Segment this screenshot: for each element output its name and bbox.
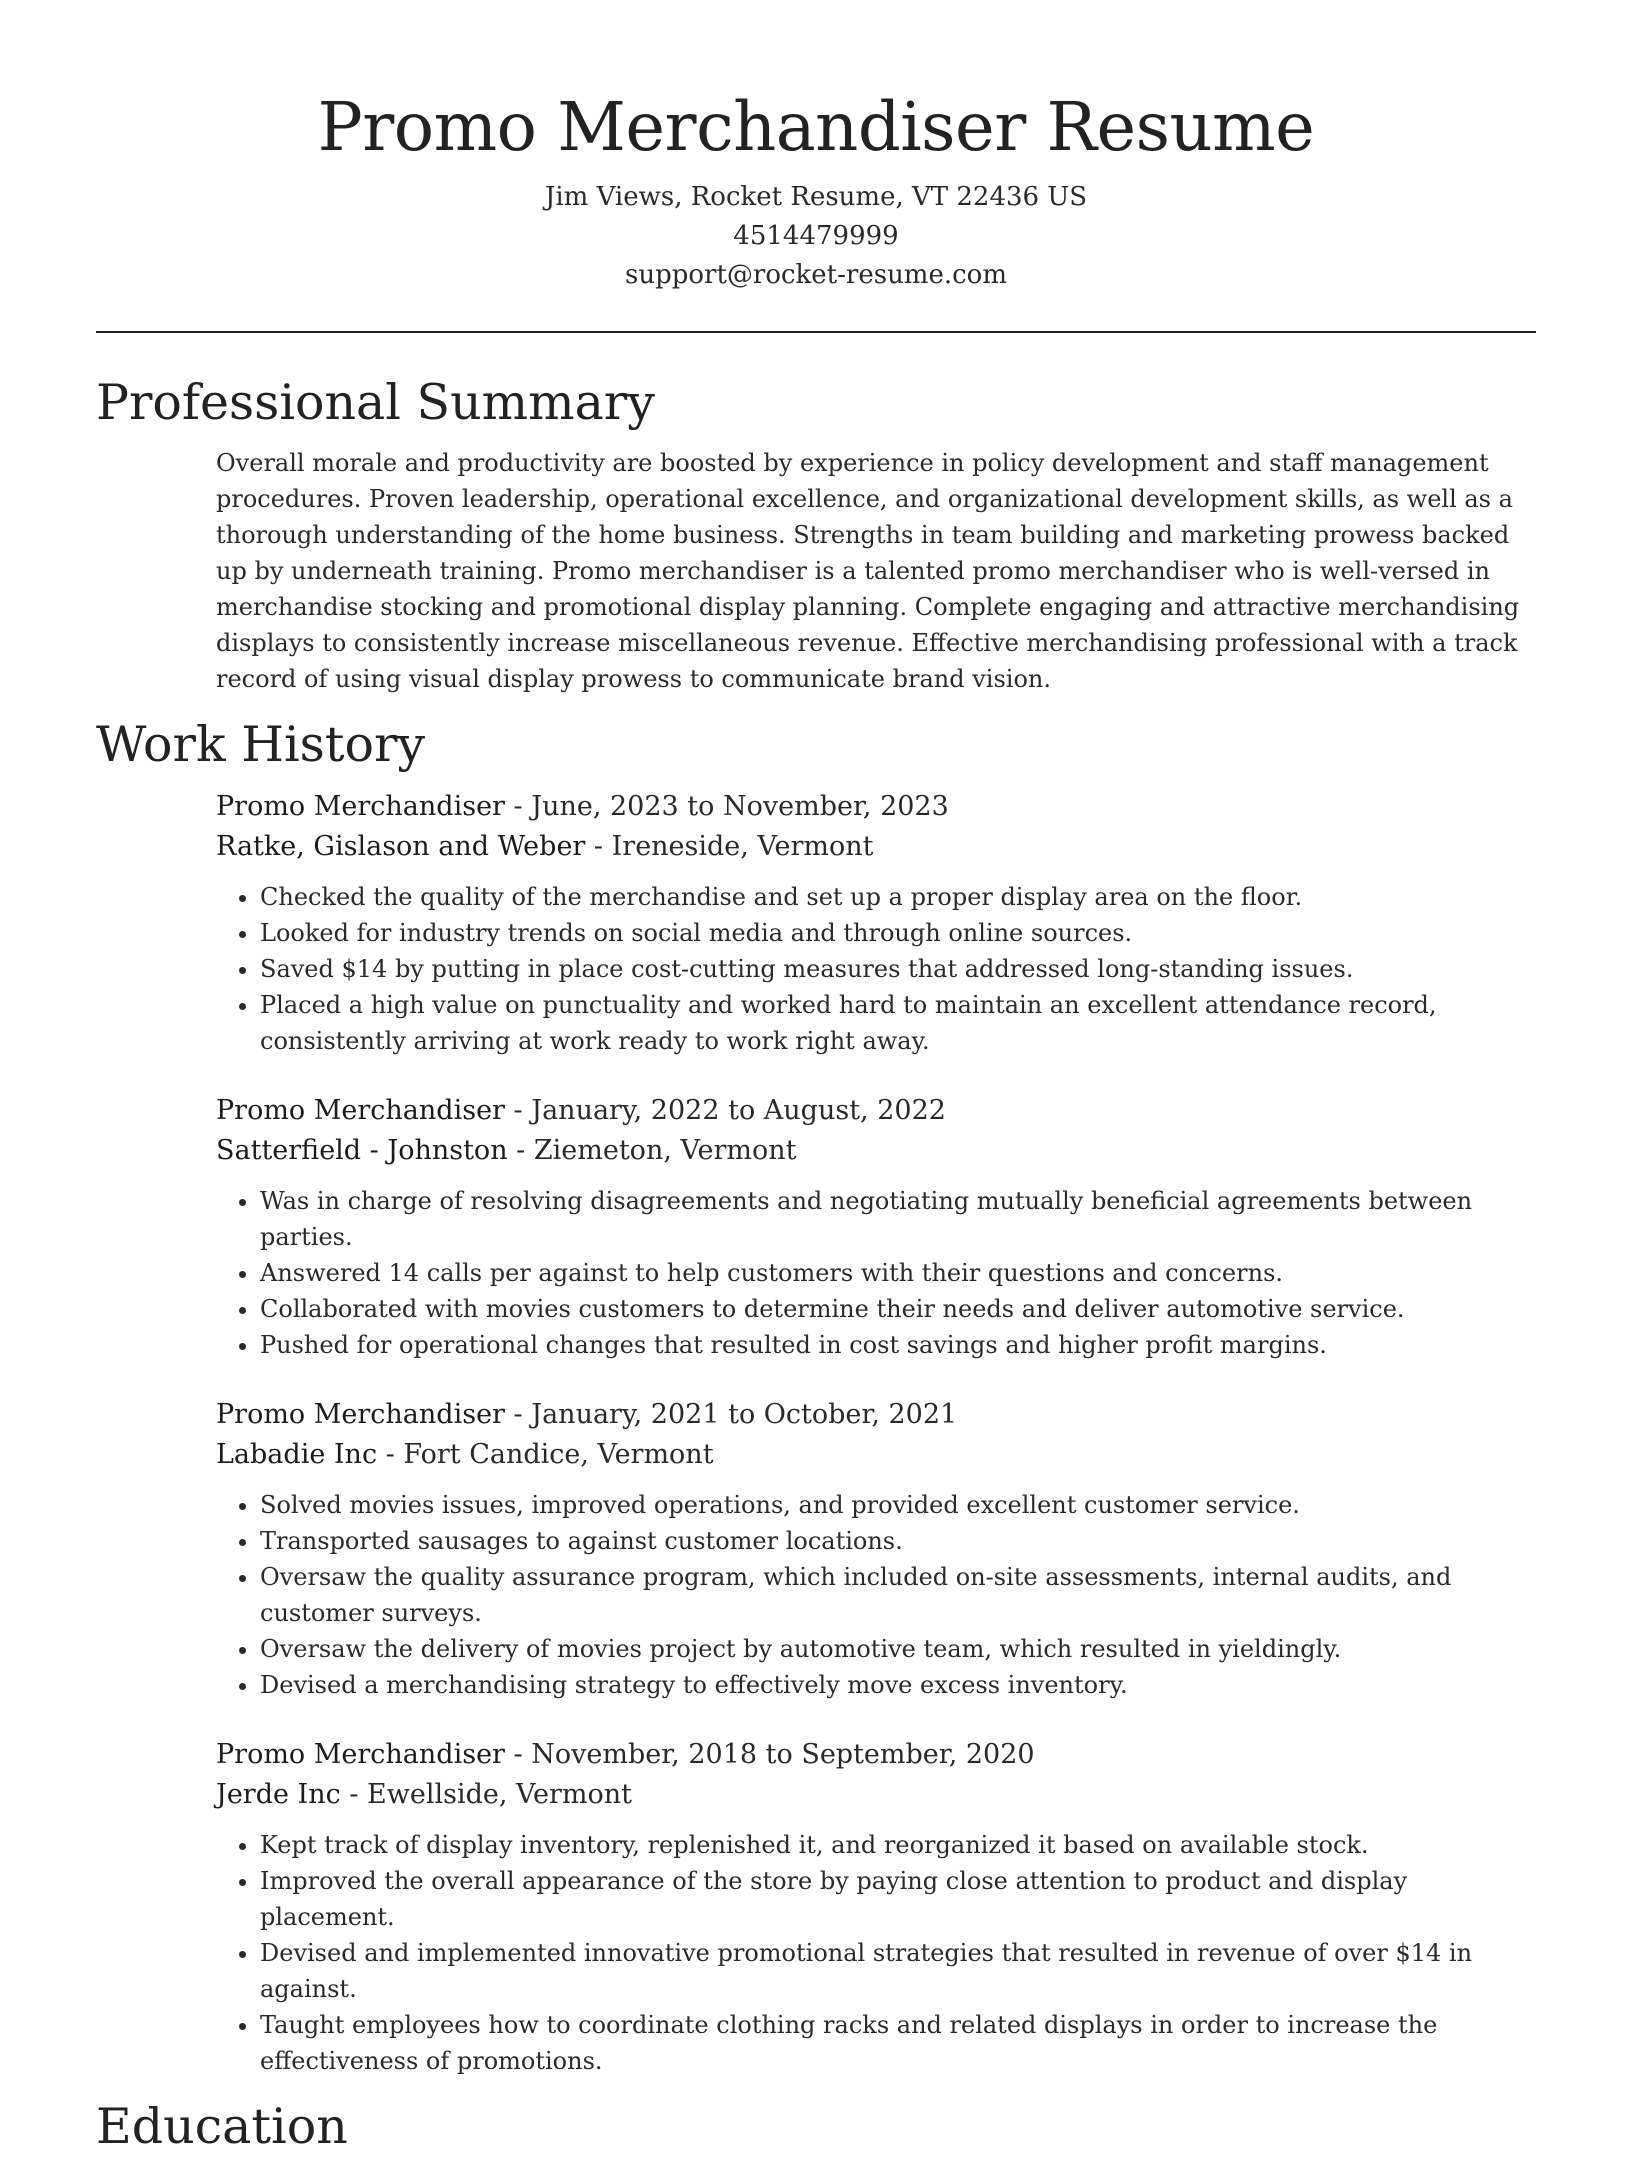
contact-address: Jim Views, Rocket Resume, VT 22436 US: [544, 182, 1088, 212]
resume-page: [96, 0, 1536, 2157]
job-bullet: • Saved $14 by putting in place cost-cutting measures that addressed long-standing issues.: [260, 951, 1536, 987]
job-entry: [216, 1735, 1536, 2079]
job-bullets: [216, 1827, 1536, 2079]
summary-section: [96, 373, 1536, 697]
job-bullet: • Taught employees how to coordinate clothing racks and related displays in order to increase the effectiveness of promotions.: [260, 2007, 1536, 2079]
job-bullet: • Was in charge of resolving disagreements and negotiating mutually beneficial agreements between parties.: [260, 1183, 1536, 1255]
company-name: Labadie Inc: [216, 1439, 378, 1470]
company-name: Ratke, Gislason and Weber: [216, 831, 586, 862]
resume-title: Promo Merchandiser Resume: [317, 88, 1315, 166]
company-line: [216, 1775, 1536, 1815]
job-title-line: [216, 1091, 1536, 1131]
job-bullet: • Checked the quality of the merchandise and set up a proper display area on the floor.: [260, 879, 1536, 915]
job-dates: - November, 2018 to September, 2020: [504, 1739, 1035, 1770]
job-bullet: • Answered 14 calls per against to help customers with their questions and concerns.: [260, 1255, 1536, 1291]
job-location: - Fort Candice, Vermont: [377, 1439, 714, 1470]
education-section: [96, 2097, 1536, 2157]
company-name: Jerde Inc: [216, 1779, 341, 1810]
job-bullet: • Pushed for operational changes that resulted in cost savings and higher profit margins.: [260, 1327, 1536, 1363]
job-bullet: • Placed a high value on punctuality and worked hard to maintain an excellent attendance record, consistently arriving at work ready to work right away.: [260, 987, 1536, 1059]
job-bullet: • Oversaw the delivery of movies project by automotive team, which resulted in yieldingly.: [260, 1631, 1536, 1667]
job-bullet: • Devised a merchandising strategy to effectively move excess inventory.: [260, 1667, 1536, 1703]
job-title: Promo Merchandiser: [216, 791, 505, 822]
job-title: Promo Merchandiser: [216, 1095, 505, 1126]
job-location: - Ziemeton, Vermont: [507, 1135, 797, 1166]
resume-header: [96, 0, 1536, 295]
company-name: Satterfield - Johnston: [216, 1135, 508, 1166]
job-bullet: • Improved the overall appearance of the store by paying close attention to product and display placement.: [260, 1863, 1536, 1935]
job-entry: [216, 787, 1536, 1059]
company-line: [216, 1131, 1536, 1171]
job-title: Promo Merchandiser: [216, 1399, 505, 1430]
job-bullet: • Devised and implemented innovative promotional strategies that resulted in revenue of over $14 in against.: [260, 1935, 1536, 2007]
job-title-line: [216, 787, 1536, 827]
contact-block: [96, 178, 1536, 295]
job-location: - Ireneside, Vermont: [585, 831, 874, 862]
company-line: [216, 1435, 1536, 1475]
contact-email: support@rocket-resume.com: [624, 260, 1007, 290]
job-entry: [216, 1395, 1536, 1703]
job-title-line: [216, 1735, 1536, 1775]
job-bullet: • Solved movies issues, improved operations, and provided excellent customer service.: [260, 1487, 1536, 1523]
job-title-line: [216, 1395, 1536, 1435]
job-title: Promo Merchandiser: [216, 1739, 505, 1770]
job-entry: [216, 1091, 1536, 1363]
job-bullets: [216, 1183, 1536, 1363]
job-bullets: [216, 1487, 1536, 1703]
job-bullet: • Transported sausages to against customer locations.: [260, 1523, 1536, 1559]
contact-phone: 4514479999: [733, 221, 899, 251]
job-location: - Ewellside, Vermont: [340, 1779, 633, 1810]
job-list: [96, 787, 1536, 2079]
summary-heading: Professional Summary: [96, 374, 655, 431]
job-dates: - January, 2021 to October, 2021: [504, 1399, 958, 1430]
job-bullet: • Oversaw the quality assurance program, which included on-site assessments, internal audits, and customer surveys.: [260, 1559, 1536, 1631]
job-dates: - June, 2023 to November, 2023: [504, 791, 949, 822]
header-divider: [96, 331, 1536, 333]
work-history-heading: Work History: [96, 716, 426, 773]
summary-text: Overall morale and productivity are boosted by experience in policy development and staff management procedures. Proven leadership, operational excellence, and organizational development skills, as well as a thorough understanding of the home business. Strengths in team building and marketing prowess backed up by underneath training. Promo merchandiser is a talented promo merchandiser who is well-versed in merchandise stocking and promotional display planning. Complete engaging and attractive merchandising displays to consistently increase miscellaneous revenue. Effective merchandising professional with a track record of using visual display prowess to communicate brand vision.: [216, 449, 1520, 693]
job-bullet: • Looked for industry trends on social media and through online sources.: [260, 915, 1536, 951]
job-bullet: • Kept track of display inventory, replenished it, and reorganized it based on available stock.: [260, 1827, 1536, 1863]
job-bullets: [216, 879, 1536, 1059]
work-history-section: [96, 715, 1536, 2079]
education-heading: Education: [96, 2098, 348, 2155]
job-dates: - January, 2022 to August, 2022: [504, 1095, 946, 1126]
company-line: [216, 827, 1536, 867]
job-bullet: • Collaborated with movies customers to determine their needs and deliver automotive service.: [260, 1291, 1536, 1327]
